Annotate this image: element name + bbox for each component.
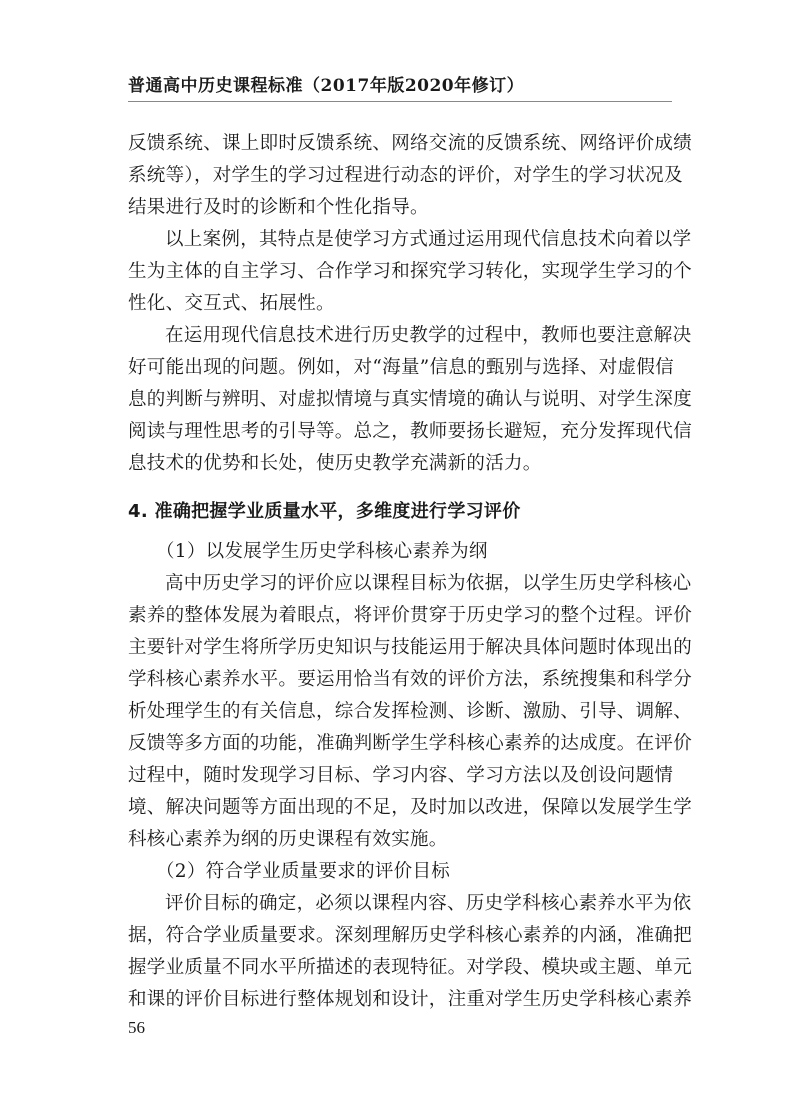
text-line: 反馈系统、课上即时反馈系统、网络交流的反馈系统、网络评价成绩 xyxy=(128,133,693,154)
paragraph xyxy=(128,568,693,856)
text-line: 和课的评价目标进行整体规划和设计，注重对学生历史学科核心素养 xyxy=(128,989,693,1010)
paragraph xyxy=(128,320,693,480)
text-line: 科核心素养为纲的历史课程有效实施。 xyxy=(128,829,448,850)
section-heading: 4. 准确把握学业质量水平，多维度进行学习评价 xyxy=(128,501,521,522)
paragraph xyxy=(128,888,693,1016)
text-line: 息技术的优势和长处，使历史教学充满新的活力。 xyxy=(128,453,542,474)
text-line: 息的判断与辨明、对虚拟情境与真实情境的确认与说明、对学生深度 xyxy=(128,389,693,410)
text-line: 主要针对学生将所学历史知识与技能运用于解决具体问题时体现出的 xyxy=(128,637,693,658)
text-line: 境、解决问题等方面出现的不足，及时加以改进，保障以发展学生学 xyxy=(128,797,693,818)
text-line: 反馈等多方面的功能，准确判断学生学科核心素养的达成度。在评价 xyxy=(128,733,693,754)
text-line: 好可能出现的问题。例如，对“海量”信息的甄别与选择、对虚假信 xyxy=(128,357,674,378)
text-line: 结果进行及时的诊断和个性化指导。 xyxy=(128,197,429,218)
text-line: 过程中，随时发现学习目标、学习内容、学习方法以及创设问题情 xyxy=(128,765,674,786)
text-line: 在运用现代信息技术进行历史教学的过程中，教师也要注意解决 xyxy=(165,325,692,346)
text-line: 性化、交互式、拓展性。 xyxy=(128,293,335,314)
running-header: 普通高中历史课程标准（2017年版2020年修订） xyxy=(128,76,525,96)
text-line: 评价目标的确定，必须以课程内容、历史学科核心素养水平为依 xyxy=(165,893,692,914)
header-divider xyxy=(128,101,672,102)
paragraph xyxy=(128,128,693,224)
text-line: 生为主体的自主学习、合作学习和探究学习转化，实现学生学习的个 xyxy=(128,261,693,282)
text-line: 据，符合学业质量要求。深刻理解历史学科核心素养的内涵，准确把 xyxy=(128,925,693,946)
paragraph xyxy=(128,224,693,320)
text-line: 系统等），对学生的学习过程进行动态的评价，对学生的学习状况及 xyxy=(128,165,683,186)
subsection-title: （2）符合学业质量要求的评价目标 xyxy=(156,861,451,882)
text-line: 析处理学生的有关信息，综合发挥检测、诊断、激励、引导、调解、 xyxy=(128,701,693,722)
subsection-title: （1）以发展学生历史学科核心素养为纲 xyxy=(156,541,488,562)
text-line: 阅读与理性思考的引导等。总之，教师要扬长避短，充分发挥现代信 xyxy=(128,421,693,442)
text-line: 高中历史学习的评价应以课程目标为依据，以学生历史学科核心 xyxy=(165,573,692,594)
page-number: 56 xyxy=(128,1018,145,1037)
text-line: 素养的整体发展为着眼点，将评价贯穿于历史学习的整个过程。评价 xyxy=(128,605,693,626)
text-line: 学科核心素养水平。要运用恰当有效的评价方法，系统搜集和科学分 xyxy=(128,669,693,690)
text-line: 以上案例，其特点是使学习方式通过运用现代信息技术向着以学 xyxy=(165,229,692,250)
body-text xyxy=(128,128,693,1016)
text-line: 握学业质量不同水平所描述的表现特征。对学段、模块或主题、单元 xyxy=(128,957,693,978)
